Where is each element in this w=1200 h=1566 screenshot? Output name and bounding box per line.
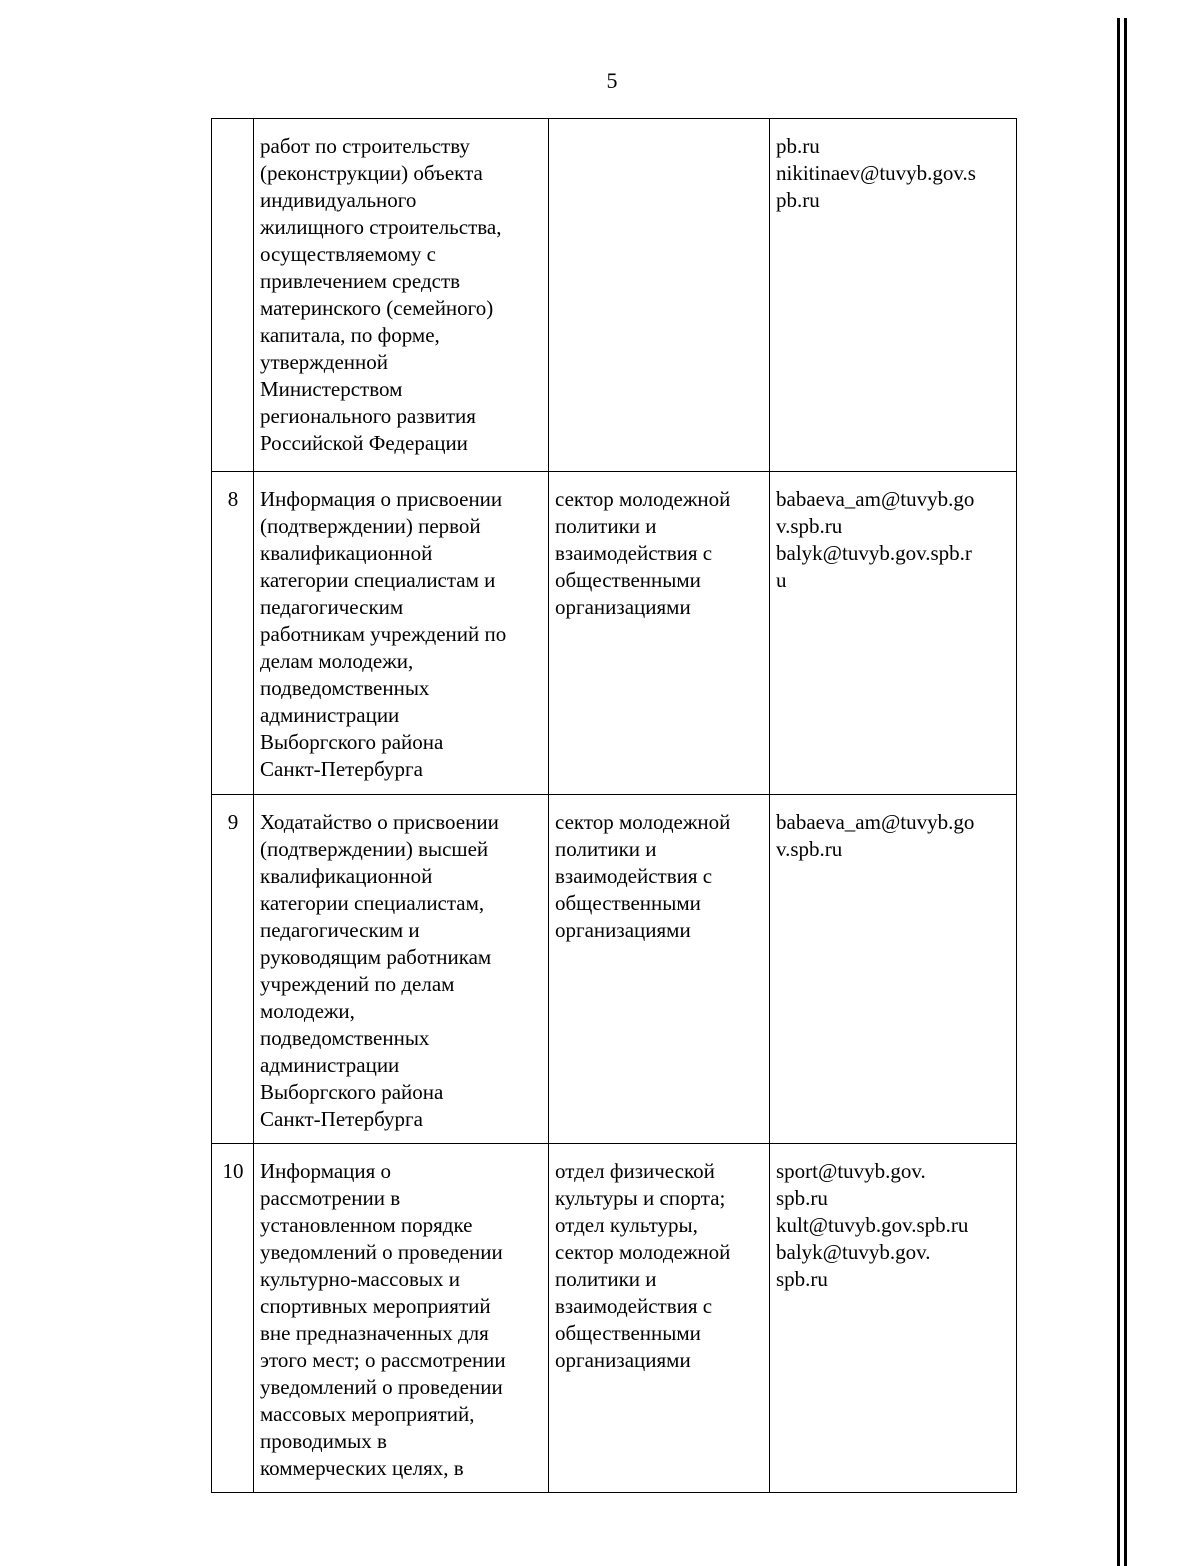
document-text: Информация о присвоении (подтверждении) первой квалификационной категории специалистам и педагогическим работникам учреждений по делам молодежи, подведомственных администрации Выборгского района Санкт-Петербурга: [260, 487, 507, 781]
email-text: sport@tuvyb.gov. spb.ru kult@tuvyb.gov.spb.ru balyk@tuvyb.gov. spb.ru: [776, 1159, 969, 1291]
department-text: сектор молодежной политики и взаимодействия с общественными организациями: [555, 487, 731, 619]
document-cell: [254, 1144, 549, 1493]
page-edge-bar: [1117, 18, 1127, 1566]
email-cell: [770, 472, 1017, 795]
email-text: babaeva_am@tuvyb.go v.spb.ru balyk@tuvyb.gov.spb.r u: [776, 487, 975, 592]
email-cell: [770, 119, 1017, 472]
department-text: отдел физической культуры и спорта; отдел культуры, сектор молодежной политики и взаимодействия с общественными организациями: [555, 1159, 731, 1372]
table-row: [212, 1144, 1017, 1493]
table-row: [212, 472, 1017, 795]
document-text: Информация о рассмотрении в установленном порядке уведомлений о проведении культурно-массовых и спортивных мероприятий вне предназначенных для этого мест; о рассмотрении уведомлений о проведении массовых мероприятий, проводимых в коммерческих целях, в: [260, 1159, 506, 1480]
department-cell: [549, 1144, 770, 1493]
department-cell: [549, 795, 770, 1144]
email-cell: [770, 1144, 1017, 1493]
email-text: babaeva_am@tuvyb.go v.spb.ru: [776, 810, 975, 861]
department-cell: [549, 472, 770, 795]
row-number-cell: 10: [212, 1144, 254, 1493]
table-row: [212, 795, 1017, 1144]
document-text: работ по строительству (реконструкции) объекта индивидуального жилищного строительства, осуществляемому с привлечением средств материнского (семейного) капитала, по форме, утвержденной Министерством регионального развития Российской Федерации: [260, 134, 502, 455]
row-number-cell: 8: [212, 472, 254, 795]
department-cell: [549, 119, 770, 472]
document-table: [211, 118, 1017, 1493]
page-number: 5: [606, 68, 618, 93]
document-cell: [254, 472, 549, 795]
document-cell: [254, 119, 549, 472]
row-number-cell: [212, 119, 254, 472]
email-cell: [770, 795, 1017, 1144]
row-number-cell: 9: [212, 795, 254, 1144]
table-row: [212, 119, 1017, 472]
department-text: сектор молодежной политики и взаимодействия с общественными организациями: [555, 810, 731, 942]
document-cell: [254, 795, 549, 1144]
document-text: Ходатайство о присвоении (подтверждении) высшей квалификационной категории специалистам, педагогическим и руководящим работникам учреждений по делам молодежи, подведомственных администрации Выборгского района Санкт-Петербурга: [260, 810, 499, 1131]
email-text: pb.ru nikitinaev@tuvyb.gov.s pb.ru: [776, 134, 976, 212]
